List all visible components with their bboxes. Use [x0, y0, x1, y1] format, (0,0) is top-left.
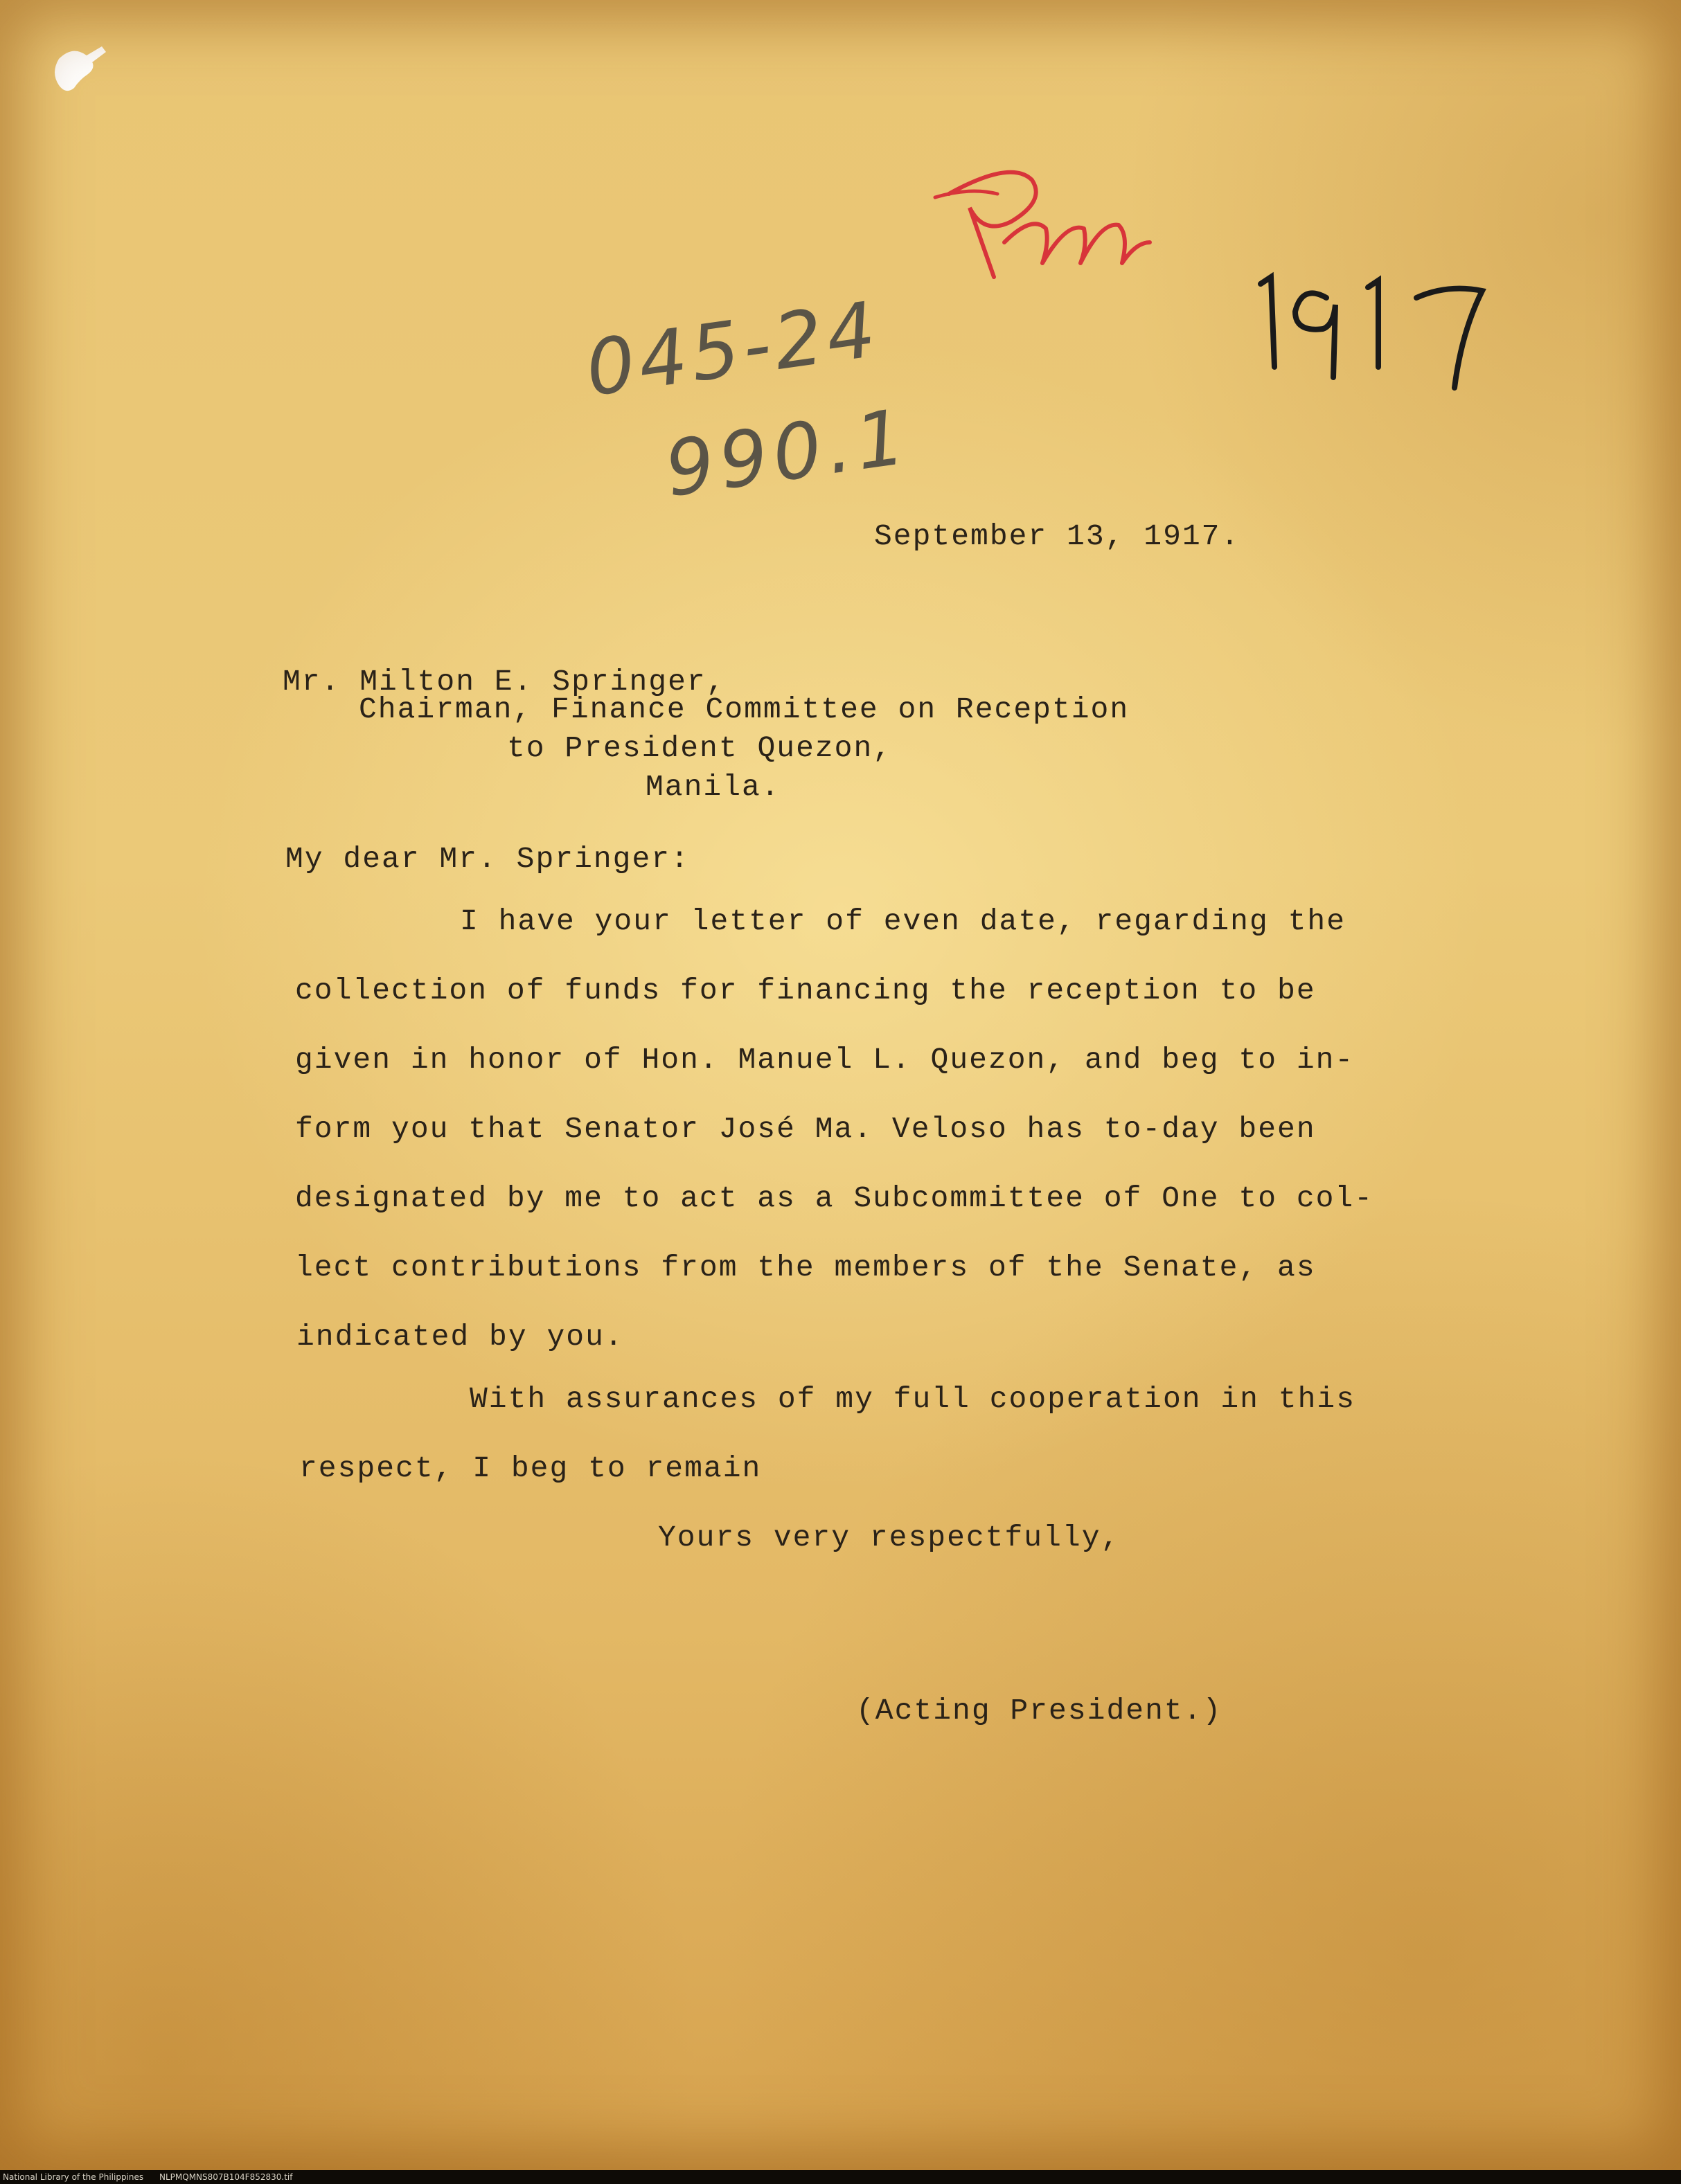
body-line: I have your letter of even date, regarding the	[460, 904, 1346, 938]
body-line: collection of funds for financing the reception to be	[295, 974, 1316, 1008]
body-line: respect, I beg to remain	[299, 1451, 762, 1485]
body-line: form you that Senator José Ma. Veloso has to-day been	[295, 1112, 1316, 1146]
archive-footer	[0, 2170, 1681, 2184]
call-number-line2: 990.1	[659, 391, 916, 514]
punch-hole	[38, 31, 114, 107]
body-line: designated by me to act as a Subcommittee of One to col-	[295, 1181, 1374, 1215]
call-number-line1: 045-24	[580, 285, 885, 413]
body-line: indicated by you.	[296, 1320, 624, 1354]
red-initials-mark	[928, 145, 1164, 291]
footer-file-id: NLPMQMNS807B104F852830.tif	[159, 2172, 293, 2182]
footer-institution: National Library of the Philippines	[3, 2172, 144, 2182]
handwritten-year-mark	[1247, 256, 1496, 395]
body-line: given in honor of Hon. Manuel L. Quezon, and beg to in-	[295, 1043, 1355, 1077]
body-line: With assurances of my full cooperation in this	[470, 1382, 1355, 1416]
letter-date: September 13, 1917.	[874, 519, 1240, 553]
body-line: lect contributions from the members of the Senate, as	[295, 1251, 1316, 1285]
recipient-line-4: Manila.	[646, 770, 781, 804]
recipient-line-3: to President Quezon,	[507, 731, 893, 765]
recipient-line-1: Mr. Milton E. Springer,	[283, 665, 726, 699]
signature-title: (Acting President.)	[856, 1694, 1222, 1728]
recipient-line-2: Chairman, Finance Committee on Reception	[359, 692, 1130, 726]
salutation: My dear Mr. Springer:	[285, 842, 690, 876]
closing: Yours very respectfully,	[658, 1521, 1121, 1555]
